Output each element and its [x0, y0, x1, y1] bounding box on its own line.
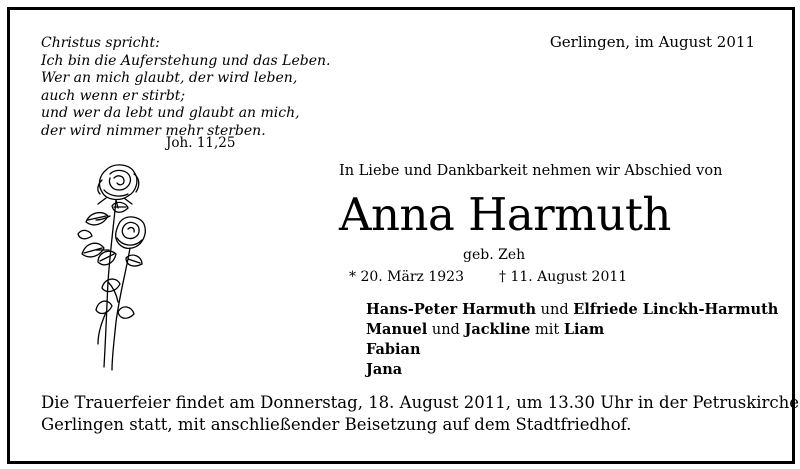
quote-line: und wer da lebt und glaubt an mich, [41, 105, 300, 122]
quote-line: Wer an mich glaubt, der wird leben, [41, 70, 298, 87]
deceased-name: Anna Harmuth [339, 188, 671, 241]
family-list [366, 300, 778, 380]
service-line: Die Trauerfeier findet am Donnerstag, 18. August 2011, um 13.30 Uhr in der Petruskirche [41, 393, 800, 412]
quote-line: auch wenn er stirbt; [41, 87, 186, 104]
death-date: † 11. August 2011 [499, 269, 628, 285]
family-member-name: Elfriede Linckh-Harmuth [573, 301, 779, 318]
bible-quote [41, 35, 330, 141]
family-line [366, 300, 778, 320]
family-line [366, 340, 778, 360]
family-member-name: Fabian [366, 341, 421, 358]
quote-line: Ich bin die Auferstehung und das Leben. [41, 52, 331, 69]
quote-line: Christus spricht: [41, 35, 160, 51]
family-member-name: Liam [563, 321, 605, 338]
service-info [41, 392, 799, 436]
family-conjunction: und [536, 302, 574, 318]
place-date: Gerlingen, im August 2011 [549, 33, 755, 51]
birth-date: * 20. März 1923 [349, 269, 464, 285]
family-member-name: Hans-Peter Harmuth [366, 301, 537, 318]
quote-reference: Joh. 11,25 [166, 135, 236, 151]
quote-line: der wird nimmer mehr sterben. [41, 122, 266, 139]
intro-text: In Liebe und Dankbarkeit nehmen wir Abschied von [339, 163, 723, 179]
family-member-name: Jackline [464, 321, 531, 338]
birth-name: geb. Zeh [463, 247, 526, 263]
family-line [366, 360, 778, 380]
service-line: Gerlingen statt, mit anschließender Beisetzung auf dem Stadtfriedhof. [41, 415, 632, 434]
family-conjunction: mit [530, 322, 564, 338]
family-conjunction: und [427, 322, 465, 338]
family-line [366, 320, 778, 340]
family-member-name: Manuel [366, 321, 428, 338]
rose-icon [76, 162, 150, 374]
family-member-name: Jana [366, 361, 403, 378]
